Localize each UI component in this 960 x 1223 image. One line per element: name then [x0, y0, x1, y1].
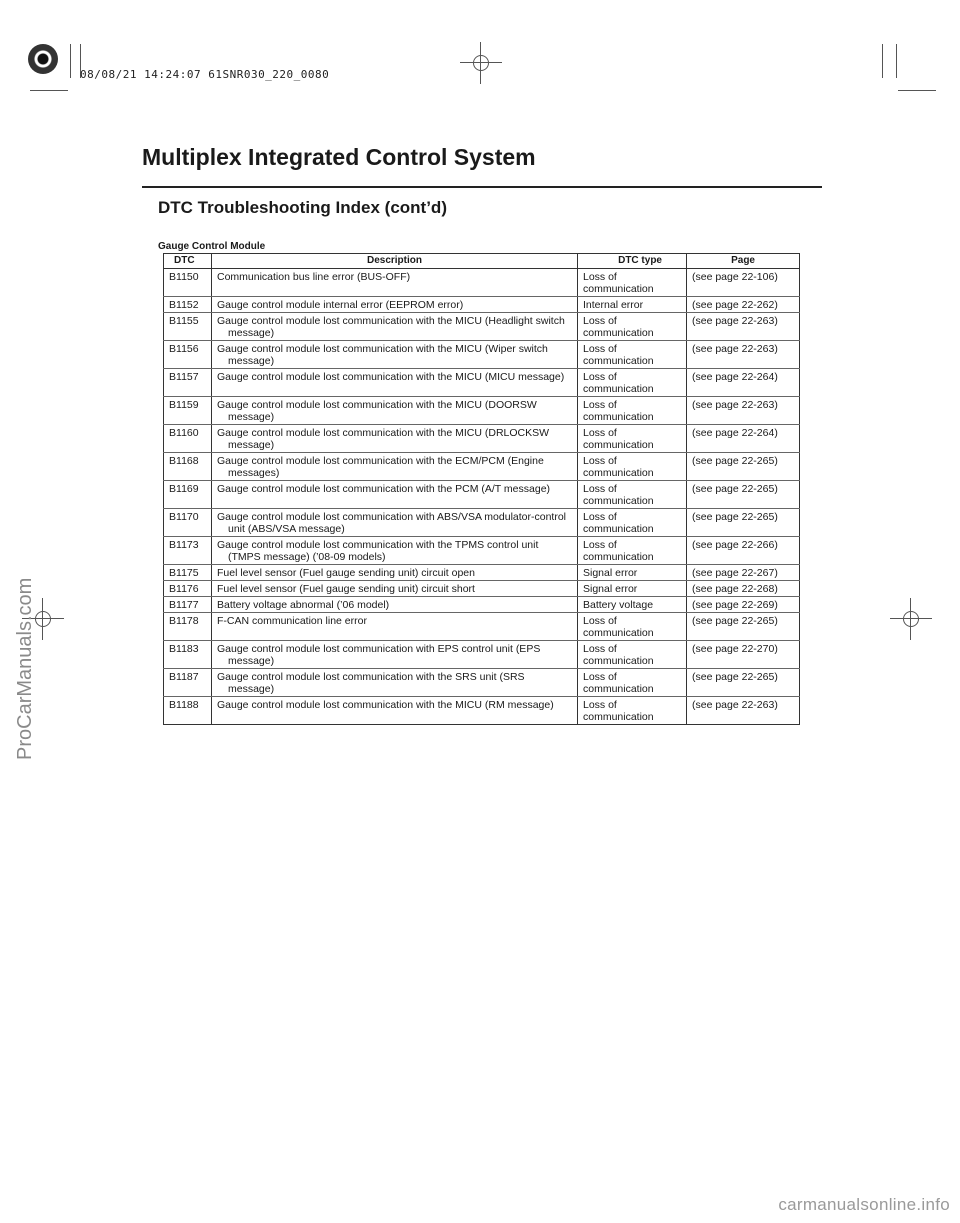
dtc-description	[212, 537, 578, 565]
dtc-description	[212, 425, 578, 453]
dtc-description	[212, 697, 578, 725]
crop-mark	[896, 44, 897, 78]
registration-crosshair-icon	[898, 606, 924, 632]
table-row	[164, 581, 800, 597]
dtc-page-ref: (see page 22-263)	[687, 397, 800, 425]
dtc-type: Loss of communication	[578, 453, 687, 481]
table-row	[164, 425, 800, 453]
page-title: Multiplex Integrated Control System	[142, 144, 536, 170]
dtc-description-text: Gauge control module internal error (EEPROM error)	[217, 299, 464, 311]
dtc-page-ref: (see page 22-265)	[687, 453, 800, 481]
dtc-page-ref: (see page 22-269)	[687, 597, 800, 613]
table-row	[164, 313, 800, 341]
dtc-description	[212, 481, 578, 509]
table-row	[164, 597, 800, 613]
table-row	[164, 509, 800, 537]
dtc-page-ref: (see page 22-262)	[687, 297, 800, 313]
dtc-code: B1173	[164, 537, 212, 565]
crop-mark	[70, 44, 71, 78]
dtc-page-ref: (see page 22-266)	[687, 537, 800, 565]
dtc-description	[212, 269, 578, 297]
dtc-table-body	[164, 269, 800, 725]
dtc-code: B1175	[164, 565, 212, 581]
crop-mark	[30, 90, 68, 91]
dtc-description-text: F-CAN communication line error	[217, 615, 367, 627]
table-row	[164, 537, 800, 565]
dtc-description	[212, 669, 578, 697]
dtc-type: Signal error	[578, 581, 687, 597]
dtc-type: Loss of communication	[578, 509, 687, 537]
dtc-type: Loss of communication	[578, 697, 687, 725]
dtc-description	[212, 509, 578, 537]
dtc-code: B1170	[164, 509, 212, 537]
dtc-code: B1156	[164, 341, 212, 369]
dtc-code: B1183	[164, 641, 212, 669]
header-dtc-type: DTC type	[578, 254, 687, 269]
section-title: DTC Troubleshooting Index (cont’d)	[158, 198, 447, 217]
dtc-type: Internal error	[578, 297, 687, 313]
dtc-code: B1157	[164, 369, 212, 397]
dtc-type: Loss of communication	[578, 537, 687, 565]
dtc-type: Loss of communication	[578, 313, 687, 341]
dtc-code: B1168	[164, 453, 212, 481]
header-page: Page	[687, 254, 800, 269]
table-row	[164, 697, 800, 725]
dtc-description-text: Gauge control module lost communication with the MICU (DRLOCKSW message)	[217, 427, 550, 451]
header-dtc: DTC	[164, 254, 212, 269]
table-row	[164, 613, 800, 641]
dtc-description	[212, 641, 578, 669]
dtc-type: Battery voltage	[578, 597, 687, 613]
registration-target-icon	[28, 44, 58, 74]
dtc-description-text: Gauge control module lost communication with the MICU (Wiper switch message)	[217, 343, 548, 367]
dtc-page-ref: (see page 22-263)	[687, 341, 800, 369]
table-row	[164, 369, 800, 397]
crop-mark	[882, 44, 883, 78]
dtc-type: Loss of communication	[578, 397, 687, 425]
dtc-description-text: Gauge control module lost communication with the ECM/PCM (Engine messages)	[217, 455, 544, 479]
watermark-carmanualsonline: carmanualsonline.info	[778, 1195, 950, 1214]
dtc-description-text: Gauge control module lost communication with the MICU (Headlight switch message)	[217, 315, 565, 339]
dtc-code: B1178	[164, 613, 212, 641]
dtc-page-ref: (see page 22-268)	[687, 581, 800, 597]
dtc-code: B1150	[164, 269, 212, 297]
dtc-page-ref: (see page 22-270)	[687, 641, 800, 669]
dtc-code: B1169	[164, 481, 212, 509]
table-row	[164, 641, 800, 669]
dtc-page-ref: (see page 22-264)	[687, 425, 800, 453]
crop-mark	[898, 90, 936, 91]
dtc-description-text: Fuel level sensor (Fuel gauge sending unit) circuit open	[217, 567, 475, 579]
dtc-type: Loss of communication	[578, 669, 687, 697]
table-row	[164, 669, 800, 697]
dtc-type: Loss of communication	[578, 481, 687, 509]
dtc-description	[212, 397, 578, 425]
dtc-type: Loss of communication	[578, 425, 687, 453]
dtc-code: B1188	[164, 697, 212, 725]
dtc-description	[212, 613, 578, 641]
table-row	[164, 481, 800, 509]
dtc-code: B1159	[164, 397, 212, 425]
dtc-code: B1152	[164, 297, 212, 313]
dtc-description-text: Gauge control module lost communication with the PCM (A/T message)	[217, 483, 551, 495]
print-stamp: 08/08/21 14:24:07 61SNR030_220_0080	[80, 68, 330, 81]
table-row	[164, 565, 800, 581]
dtc-description-text: Battery voltage abnormal (’06 model)	[217, 599, 390, 611]
dtc-description	[212, 369, 578, 397]
dtc-code: B1160	[164, 425, 212, 453]
table-row	[164, 397, 800, 425]
dtc-type: Signal error	[578, 565, 687, 581]
dtc-description	[212, 453, 578, 481]
header-description: Description	[212, 254, 578, 269]
registration-crosshair-icon	[468, 50, 494, 76]
dtc-type: Loss of communication	[578, 369, 687, 397]
dtc-description	[212, 565, 578, 581]
table-row	[164, 453, 800, 481]
dtc-description-text: Fuel level sensor (Fuel gauge sending unit) circuit short	[217, 583, 475, 595]
dtc-description	[212, 341, 578, 369]
dtc-description	[212, 581, 578, 597]
dtc-page-ref: (see page 22-264)	[687, 369, 800, 397]
dtc-description-text: Gauge control module lost communication with the MICU (RM message)	[217, 699, 554, 711]
table-row	[164, 269, 800, 297]
dtc-page-ref: (see page 22-263)	[687, 313, 800, 341]
dtc-page-ref: (see page 22-263)	[692, 699, 778, 711]
dtc-page-ref: (see page 22-106)	[687, 269, 800, 297]
title-divider	[142, 186, 822, 188]
dtc-page-ref: (see page 22-265)	[687, 481, 800, 509]
dtc-description-text: Gauge control module lost communication with ABS/VSA modulator-control unit (ABS/VSA message)	[217, 511, 567, 535]
dtc-page-ref: (see page 22-267)	[687, 565, 800, 581]
dtc-description-text: Gauge control module lost communication with EPS control unit (EPS message)	[217, 643, 541, 667]
dtc-code: B1177	[164, 597, 212, 613]
dtc-page-ref: (see page 22-265)	[687, 509, 800, 537]
table-caption: Gauge Control Module	[158, 241, 266, 252]
dtc-description	[212, 313, 578, 341]
watermark-procarmanuals: ProCarManuals.com	[14, 577, 36, 760]
table-header-row	[164, 254, 800, 269]
dtc-type: Loss of communication	[578, 641, 687, 669]
table-row	[164, 341, 800, 369]
table-row	[164, 297, 800, 313]
dtc-description-text: Gauge control module lost communication with the SRS unit (SRS message)	[217, 671, 525, 695]
dtc-description-text: Gauge control module lost communication with the TPMS control unit (TMPS message) (’08-09 models)	[217, 539, 539, 563]
dtc-description-text: Gauge control module lost communication with the MICU (MICU message)	[217, 371, 565, 383]
dtc-page-ref: (see page 22-265)	[687, 613, 800, 641]
dtc-description-text: Gauge control module lost communication with the MICU (DOORSW message)	[217, 399, 537, 423]
dtc-type: Loss of communication	[578, 341, 687, 369]
dtc-page-ref: (see page 22-265)	[687, 669, 800, 697]
dtc-description	[212, 297, 578, 313]
dtc-code: B1176	[164, 581, 212, 597]
dtc-index-table	[163, 253, 800, 725]
dtc-description-text: Communication bus line error (BUS-OFF)	[217, 271, 411, 283]
dtc-code: B1155	[164, 313, 212, 341]
dtc-description	[212, 597, 578, 613]
dtc-type: Loss of communication	[578, 269, 687, 297]
dtc-type: Loss of communication	[578, 613, 687, 641]
dtc-code: B1187	[164, 669, 212, 697]
